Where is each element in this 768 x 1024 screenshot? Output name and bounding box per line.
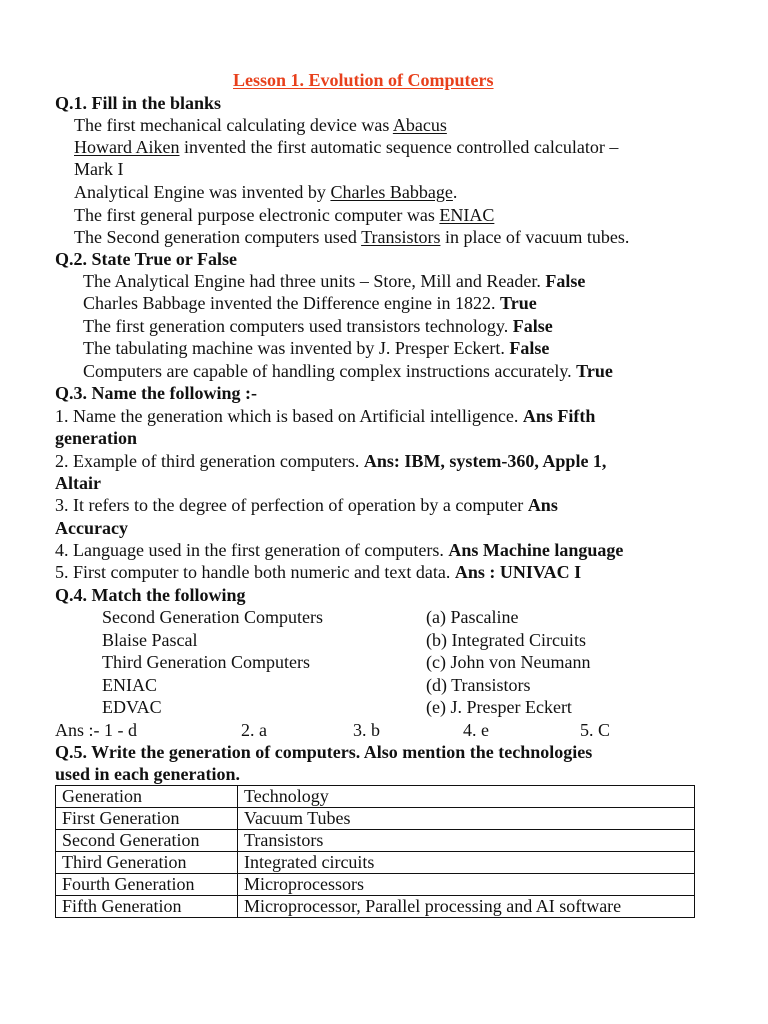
q1-line-4-answer: ENIAC	[439, 205, 495, 225]
match-right-item: (e) J. Presper Eckert	[426, 697, 572, 717]
table-cell: Generation	[56, 786, 238, 808]
q1-line-5	[74, 226, 629, 248]
q3-item-text: 1. Name the generation which is based on Artificial intelligence.	[55, 406, 523, 426]
q3-item-text: 5. First computer to handle both numeric and text data.	[55, 562, 455, 582]
q3-item-answer: Ans	[527, 495, 558, 515]
q1-line-3-answer: Charles Babbage	[330, 182, 453, 202]
match-answer: 2. a	[241, 720, 267, 740]
q3-item-3	[55, 494, 558, 516]
q1-line-3	[74, 181, 457, 203]
q2-item-answer: False	[545, 271, 586, 291]
q2-item	[83, 292, 537, 314]
q2-item-answer: False	[509, 338, 550, 358]
match-right-item: (b) Integrated Circuits	[426, 630, 586, 650]
table-cell: Technology	[238, 786, 695, 808]
q1-line-4-text: The first general purpose electronic computer was	[74, 205, 440, 225]
q5-heading-cont: used in each generation.	[55, 764, 241, 784]
q3-heading: Q.3. Name the following :-	[55, 383, 257, 403]
match-answer: 4. e	[463, 720, 489, 740]
lesson-title: Lesson 1. Evolution of Computers	[233, 70, 494, 90]
match-answer: 5. C	[580, 720, 611, 740]
q3-item-text: 4. Language used in the first generation of computers.	[55, 540, 449, 560]
q1-line-5-post: in place of vacuum tubes.	[440, 227, 630, 247]
q2-item-text: The Analytical Engine had three units – Store, Mill and Reader.	[83, 271, 546, 291]
match-left-item: EDVAC	[102, 697, 162, 717]
match-left-item: Blaise Pascal	[102, 630, 198, 650]
q1-line-2	[74, 136, 618, 158]
table-cell: Vacuum Tubes	[238, 808, 695, 830]
q3-item-2	[55, 450, 606, 472]
table-cell: Transistors	[238, 830, 695, 852]
q2-item	[83, 337, 549, 359]
table-cell: Integrated circuits	[238, 852, 695, 874]
q1-line-4	[74, 204, 494, 226]
match-right-item: (d) Transistors	[426, 675, 531, 695]
table-cell: Fourth Generation	[56, 874, 238, 896]
q5-heading: Q.5. Write the generation of computers. Also mention the technologies	[55, 742, 593, 762]
q3-item-answer: Ans : UNIVAC I	[454, 562, 582, 582]
q2-item	[83, 315, 553, 337]
q1-line-1	[74, 114, 447, 136]
q2-item-text: Charles Babbage invented the Difference engine in 1822.	[83, 293, 501, 313]
match-right-item: (a) Pascaline	[426, 607, 519, 627]
q1-heading: Q.1. Fill in the blanks	[55, 93, 222, 113]
q3-item-text: 2. Example of third generation computers.	[55, 451, 364, 471]
q2-item-text: The tabulating machine was invented by J. Presper Eckert.	[83, 338, 510, 358]
q2-item	[83, 360, 613, 382]
table-row	[56, 896, 695, 918]
q2-heading: Q.2. State True or False	[55, 249, 237, 269]
table-cell: Second Generation	[56, 830, 238, 852]
q2-item	[83, 270, 585, 292]
q2-item-answer: False	[512, 316, 553, 336]
q1-line-1-text: The first mechanical calculating device was	[74, 115, 393, 135]
q2-item-text: Computers are capable of handling complex instructions accurately.	[83, 361, 577, 381]
q3-item-3-cont: Accuracy	[55, 518, 128, 538]
q3-item-1-cont: generation	[55, 428, 137, 448]
match-left-item: Second Generation Computers	[102, 607, 323, 627]
q1-line-2-answer: Howard Aiken	[74, 137, 180, 157]
table-cell: Microprocessor, Parallel processing and AI software	[238, 896, 695, 918]
q3-item-1	[55, 405, 595, 427]
q2-item-text: The first generation computers used transistors technology.	[83, 316, 513, 336]
table-cell: Microprocessors	[238, 874, 695, 896]
q2-item-answer: True	[576, 361, 613, 381]
q4-heading: Q.4. Match the following	[55, 585, 246, 605]
q1-line-2-text: invented the first automatic sequence controlled calculator –	[179, 137, 619, 157]
match-answer: 3. b	[353, 720, 380, 740]
table-cell: Third Generation	[56, 852, 238, 874]
q3-item-4	[55, 539, 623, 561]
q1-line-2-cont: Mark I	[74, 159, 124, 179]
table-row	[56, 874, 695, 896]
q3-item-answer: Ans Fifth	[522, 406, 596, 426]
table-row	[56, 808, 695, 830]
generation-table	[55, 785, 695, 918]
match-right-item: (c) John von Neumann	[426, 652, 591, 672]
q1-line-3-text: Analytical Engine was invented by	[74, 182, 331, 202]
q1-line-1-answer: Abacus	[392, 115, 447, 135]
table-row	[56, 830, 695, 852]
q3-item-5	[55, 561, 581, 583]
q1-line-5-answer: Transistors	[361, 227, 441, 247]
table-header-row	[56, 786, 695, 808]
table-cell: First Generation	[56, 808, 238, 830]
table-cell: Fifth Generation	[56, 896, 238, 918]
q3-item-2-cont: Altair	[55, 473, 101, 493]
match-left-item: Third Generation Computers	[102, 652, 310, 672]
q3-item-text: 3. It refers to the degree of perfection of operation by a computer	[55, 495, 528, 515]
q1-line-5-text: The Second generation computers used	[74, 227, 362, 247]
q1-line-3-post: .	[452, 182, 458, 202]
q3-item-answer: Ans: IBM, system-360, Apple 1,	[363, 451, 607, 471]
table-row	[56, 852, 695, 874]
q3-item-answer: Ans Machine language	[448, 540, 624, 560]
q2-item-answer: True	[500, 293, 537, 313]
match-answer: Ans :- 1 - d	[55, 720, 137, 740]
match-left-item: ENIAC	[102, 675, 157, 695]
